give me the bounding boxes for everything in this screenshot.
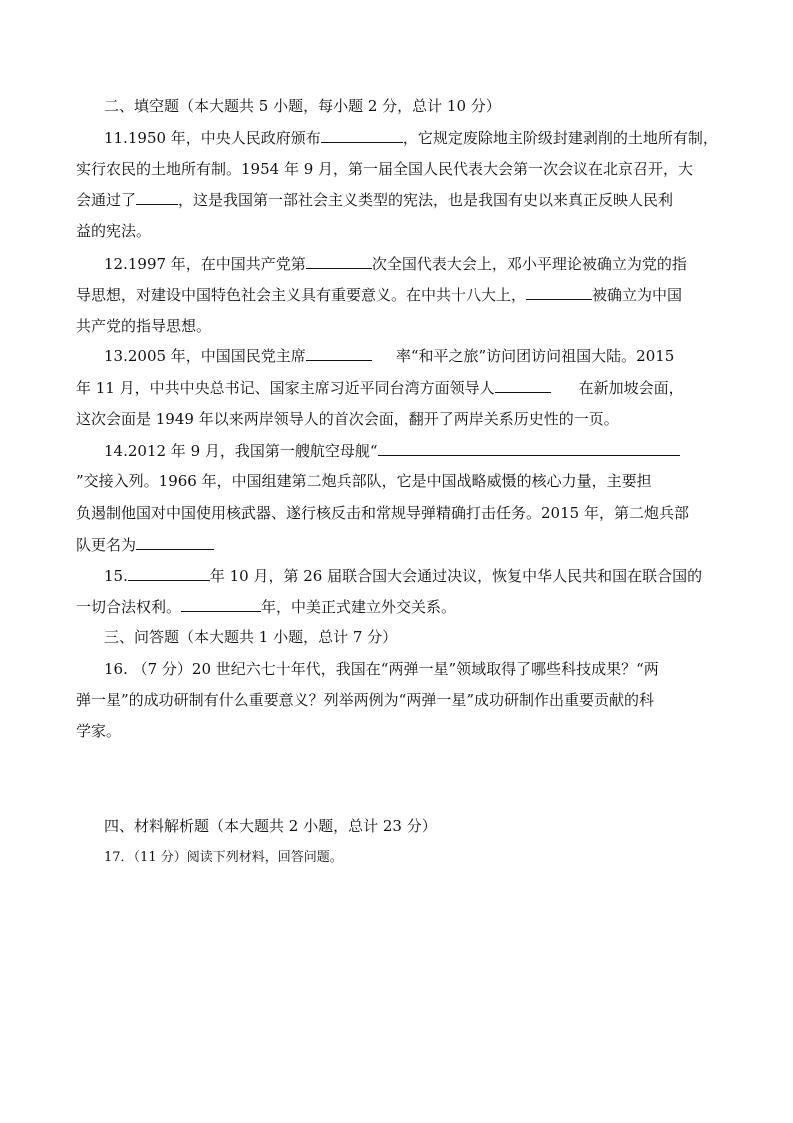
question-13-text-4: 在新加坡会面，: [578, 379, 684, 397]
question-15-text-2: 年 10 月，第 26 届联合国大会通过决议，恢复中华人民共和国在联合国的: [209, 567, 703, 585]
question-15-text-3: 一切合法权利。: [76, 598, 182, 616]
question-17: 17．（11 分）阅读下列材料，回答问题。: [104, 850, 343, 865]
question-16-text-1: 16. （7 分）20 世纪六七十年代，我国在“两弹一星”领域取得了哪些科技成果？“两: [104, 660, 659, 678]
question-11-text-5: ，这是我国第一部社会主义类型的宪法，也是我国有史以来真正反映人民利: [178, 191, 674, 209]
question-11-text-4: 会通过了: [76, 191, 137, 209]
answer-blank[interactable]: [526, 285, 592, 300]
question-16-text-3: 学家。: [76, 722, 122, 740]
answer-blank[interactable]: [306, 254, 372, 269]
answer-blank[interactable]: [495, 378, 551, 393]
answer-blank[interactable]: [136, 535, 214, 550]
question-14-text-3: 负遏制他国对中国使用核武器、遂行核反击和常规导弹精确打击任务。2015 年，第二炮兵部: [76, 504, 689, 522]
question-15-text-1: 15.: [104, 567, 128, 585]
answer-blank[interactable]: [321, 128, 403, 143]
question-14-text-4: 队更名为: [76, 536, 137, 554]
question-15-text-4: 年，中美正式建立外交关系。: [261, 598, 457, 616]
question-11-text-6: 益的宪法。: [76, 222, 152, 240]
question-14-text-1: 14.2012 年 9 月，我国第一艘航空母舰“: [104, 442, 378, 460]
question-12-text-5: 共产党的指导思想。: [76, 317, 212, 335]
question-12-text-1: 12.1997 年，在中国共产党第: [104, 255, 306, 273]
question-12-text-3: 导思想，对建设中国特色社会主义具有重要意义。在中共十八大上，: [76, 286, 527, 304]
answer-blank[interactable]: [378, 441, 680, 456]
answer-blank[interactable]: [128, 566, 210, 581]
question-13-text-5: 这次会面是 1949 年以来两岸领导人的首次会面，翻开了两岸关系历史性的一页。: [76, 410, 619, 428]
question-11-text-1: 11.1950 年，中央人民政府颁布: [104, 129, 321, 147]
question-12-text-2: 次全国代表大会上，邓小平理论被确立为党的指: [371, 255, 687, 273]
question-14-text-2: ”交接入列。1966 年，中国组建第二炮兵部队，它是中国战略威慑的核心力量，主要担: [76, 472, 652, 490]
section-heading-qa: 三、问答题（本大题共 1 小题，总计 7 分）: [104, 628, 398, 646]
question-13-text-2: 率“和平之旅”访问团访问祖国大陆。2015: [395, 347, 675, 365]
question-13-text-3: 年 11 月，中共中央总书记、国家主席习近平同台湾方面领导人: [76, 379, 495, 397]
section-heading-material: 四、材料解析题（本大题共 2 小题，总计 23 分）: [104, 817, 437, 835]
answer-blank[interactable]: [136, 190, 178, 205]
answer-blank[interactable]: [306, 346, 372, 361]
question-12-text-4: 被确立为中国: [592, 286, 683, 304]
section-heading-fill-in: 二、填空题（本大题共 5 小题，每小题 2 分，总计 10 分）: [104, 97, 501, 115]
question-11-text-3: 实行农民的土地所有制。1954 年 9 月，第一届全国人民代表大会第一次会议在北京召开，大: [76, 160, 694, 178]
answer-blank[interactable]: [181, 597, 261, 612]
question-13-text-1: 13.2005 年，中国国民党主席: [104, 347, 306, 365]
question-11-text-2: ，它规定废除地主阶级封建剥削的土地所有制，: [402, 129, 718, 147]
question-16-text-2: 弹一星”的成功研制有什么重要意义？列举两例为“两弹一星”成功研制作出重要贡献的科: [76, 691, 655, 709]
